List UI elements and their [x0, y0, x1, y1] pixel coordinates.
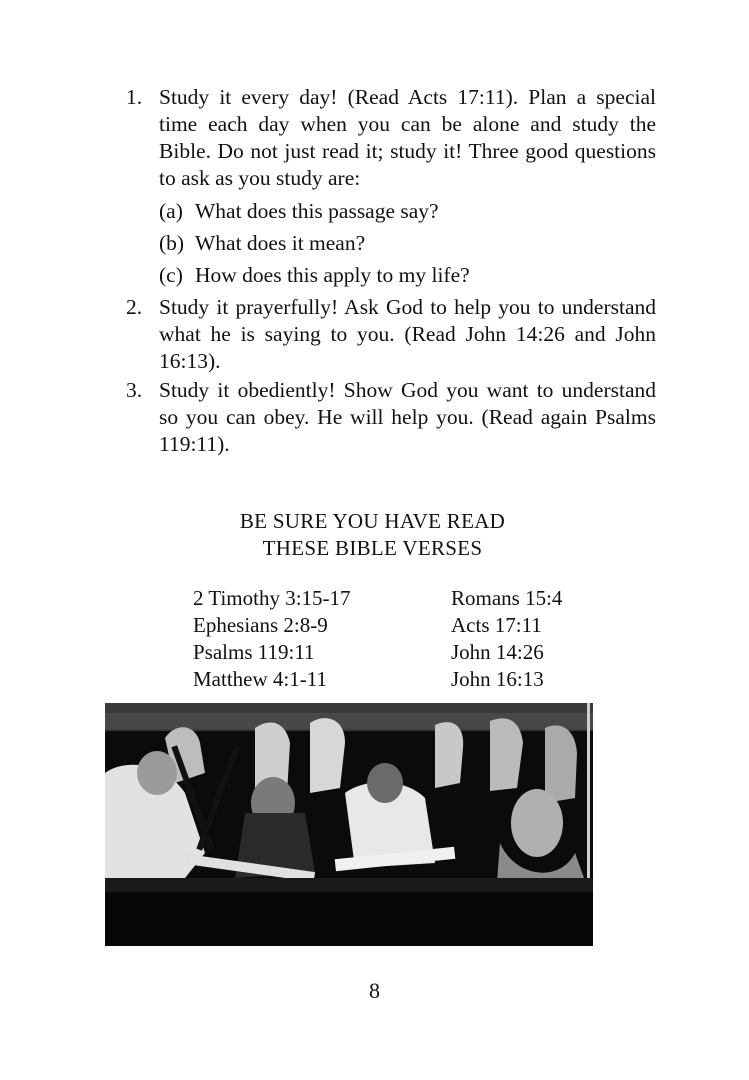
classroom-photo [105, 703, 593, 946]
step-item [126, 294, 656, 375]
verses-heading [150, 508, 595, 562]
heading-line-1: BE SURE YOU HAVE READ [239, 509, 506, 533]
page-number: 8 [369, 978, 380, 1003]
verse-reference: Ephesians 2:8-9 [193, 613, 328, 637]
question-letter: (b) [159, 231, 185, 255]
question-text: How does this apply to my life? [195, 263, 470, 287]
verse-column-left [193, 585, 351, 693]
verse-reference: Romans 15:4 [451, 586, 563, 610]
verse-reference: 2 Timothy 3:15-17 [193, 586, 351, 610]
question-letter: (a) [159, 199, 183, 223]
question-letter: (c) [159, 263, 183, 287]
question-text: What does this passage say? [195, 199, 439, 223]
question-item [159, 262, 656, 289]
step-text: Study it prayerfully! Ask God to help you to understand what he is saying to you. (Read John 14:26 and John 16:13). [159, 295, 656, 373]
question-item [159, 198, 656, 225]
step-number: 3. [126, 378, 143, 402]
question-list [159, 198, 656, 289]
question-item [159, 230, 656, 257]
step-number: 2. [126, 295, 143, 319]
step-number: 1. [126, 85, 143, 109]
study-steps-list [126, 84, 656, 460]
verse-reference: Matthew 4:1-11 [193, 667, 327, 691]
question-text: What does it mean? [195, 231, 366, 255]
step-text: Study it obediently! Show God you want to understand so you can obey. He will help you. (Read again Psalms 119:11). [159, 378, 656, 456]
verse-reference: Psalms 119:11 [193, 640, 315, 664]
step-text: Study it every day! (Read Acts 17:11). Plan a special time each day when you can be alone and study the Bible. Do not just read it; study it! Three good questions to ask as you study are: [159, 85, 656, 190]
verse-reference: Acts 17:11 [451, 613, 542, 637]
verse-column-right [451, 585, 562, 693]
heading-line-2: THESE BIBLE VERSES [262, 536, 483, 560]
verse-reference: John 16:13 [451, 667, 544, 691]
step-item [126, 377, 656, 458]
step-item [126, 84, 656, 289]
verse-reference: John 14:26 [451, 640, 544, 664]
